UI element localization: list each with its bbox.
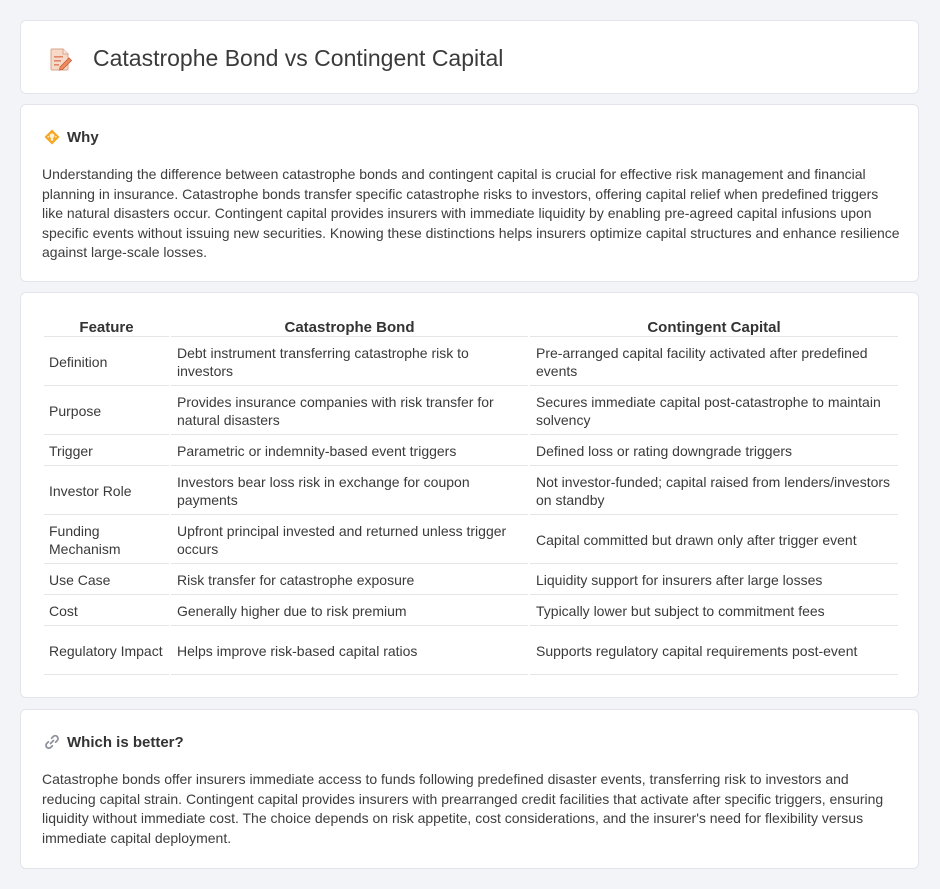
feature-cell: Trigger [44,437,169,466]
cat-bond-cell: Upfront principal invested and returned unless trigger occurs [171,517,528,564]
contingent-cell: Capital committed but drawn only after trigger event [530,517,898,564]
table-row [44,597,898,626]
comparison-table [42,315,900,677]
page-title: Catastrophe Bond vs Contingent Capital [93,45,504,71]
table-row [44,517,898,564]
cat-bond-cell: Risk transfer for catastrophe exposure [171,566,528,595]
contingent-cell: Liquidity support for insurers after large losses [530,566,898,595]
document-pencil-icon [47,46,73,72]
contingent-cell: Typically lower but subject to commitment fees [530,597,898,626]
table-row [44,437,898,466]
feature-cell: Purpose [44,388,169,435]
feature-cell: Regulatory Impact [44,628,169,675]
cat-bond-cell: Investors bear loss risk in exchange for coupon payments [171,468,528,515]
feature-cell: Cost [44,597,169,626]
why-section [20,104,919,282]
cat-bond-cell: Generally higher due to risk premium [171,597,528,626]
better-heading [43,733,184,751]
title-row [47,45,503,72]
feature-cell: Definition [44,339,169,386]
cat-bond-cell: Parametric or indemnity-based event triggers [171,437,528,466]
better-title: Which is better? [67,733,184,751]
cat-bond-cell: Helps improve risk-based capital ratios [171,628,528,675]
which-is-better-section [20,709,919,869]
contingent-cell: Secures immediate capital post-catastrophe to maintain solvency [530,388,898,435]
why-title: Why [67,128,99,146]
contingent-cell: Defined loss or rating downgrade triggers [530,437,898,466]
link-icon [43,733,61,751]
comparison-section [20,292,919,698]
header-feature: Feature [44,317,169,337]
table-row [44,388,898,435]
cat-bond-cell: Provides insurance companies with risk transfer for natural disasters [171,388,528,435]
table-row [44,566,898,595]
feature-cell: Investor Role [44,468,169,515]
why-text: Understanding the difference between catastrophe bonds and contingent capital is crucial for effective risk management and financial planning in insurance. Catastrophe bonds transfer specific catastrophe risks to investors, offering capital relief when predefined triggers like natural disasters occur. Contingent capital provides insurers with immediate liquidity by enabling pre-agreed capital infusions upon specific events without issuing new securities. Knowing these distinctions helps insurers optimize capital structures and enhance resilience against large-scale losses. [42,166,900,260]
feature-cell: Funding Mechanism [44,517,169,564]
better-text: Catastrophe bonds offer insurers immediate access to funds following predefined disaster events, transferring risk to investors and reducing capital strain. Contingent capital provides insurers with prearranged credit facilities that activate after specific triggers, ensuring liquidity without immediate cost. The choice depends on risk appetite, cost considerations, and the insurer's need for flexibility versus immediate capital deployment. [42,771,884,846]
contingent-cell: Pre-arranged capital facility activated after predefined events [530,339,898,386]
title-card [20,20,919,94]
table-row [44,628,898,675]
lightbulb-icon [43,128,61,146]
table-row [44,468,898,515]
header-contingent-capital: Contingent Capital [530,317,898,337]
feature-cell: Use Case [44,566,169,595]
cat-bond-cell: Debt instrument transferring catastrophe risk to investors [171,339,528,386]
table-header-row [44,317,898,337]
header-catastrophe-bond: Catastrophe Bond [171,317,528,337]
table-row [44,339,898,386]
contingent-cell: Supports regulatory capital requirements post-event [530,628,898,675]
why-heading [43,128,99,146]
contingent-cell: Not investor-funded; capital raised from lenders/investors on standby [530,468,898,515]
